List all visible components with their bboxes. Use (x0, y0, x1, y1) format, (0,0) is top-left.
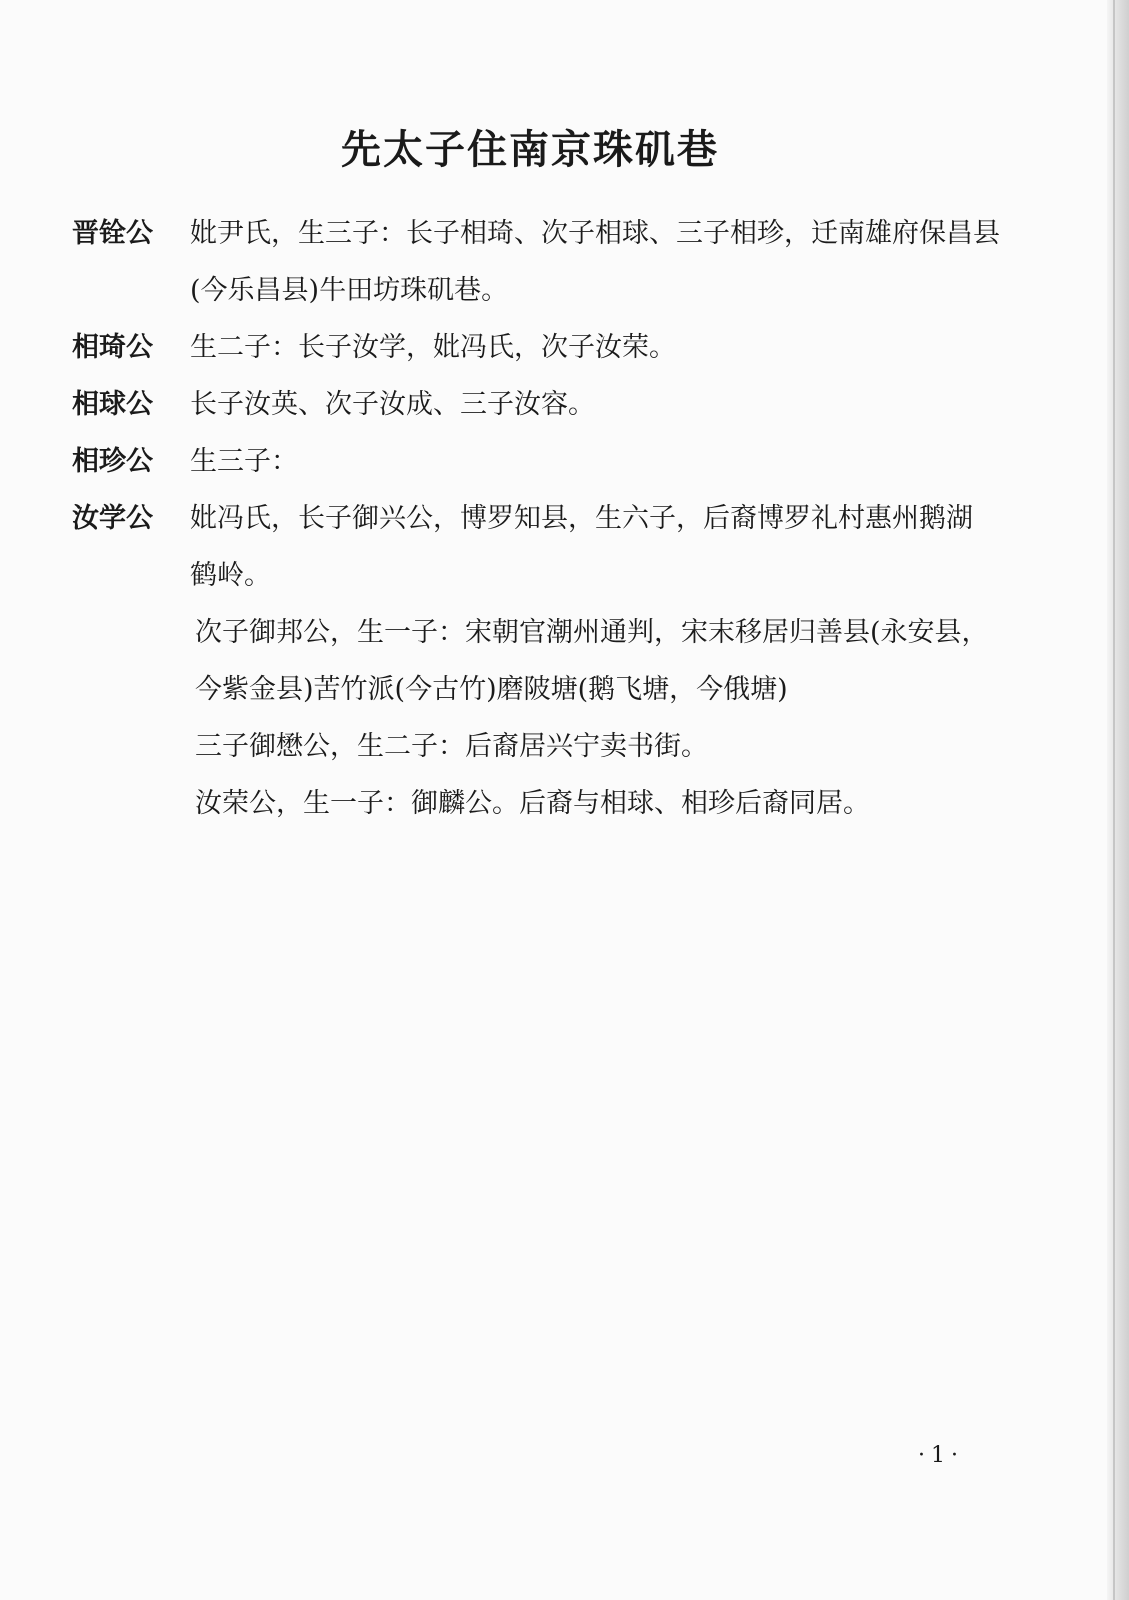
entry-text: 三子御懋公，生二子：后裔居兴宁卖书街。 (195, 731, 708, 762)
entry-continuation (0, 719, 1080, 775)
entry-continuation (0, 263, 1080, 319)
entry-label: 相球公 (72, 389, 153, 420)
entry-text: 汝荣公，生一子：御麟公。后裔与相球、相珍后裔同居。 (195, 788, 870, 819)
entry-text: 长子汝英、次子汝成、三子汝容。 (190, 389, 595, 420)
entry-label: 汝学公 (72, 503, 153, 534)
entry-label: 晋铨公 (72, 218, 153, 249)
entry-continuation (0, 776, 1080, 832)
entry-text: 次子御邦公，生一子：宋朝官潮州通判，宋末移居归善县(永安县， (195, 617, 989, 648)
entry-continuation (0, 605, 1080, 661)
entry-text: 鹤岭。 (190, 560, 271, 591)
entry-text: 生三子： (190, 446, 298, 477)
entry-row (0, 434, 1080, 490)
entry-row (0, 491, 1080, 547)
entry-label: 相琦公 (72, 332, 153, 363)
page-number: ·1· (918, 1443, 964, 1468)
entry-row (0, 377, 1080, 433)
entry-continuation (0, 662, 1080, 718)
page-edge-shadow (1107, 0, 1129, 1600)
entry-row (0, 320, 1080, 376)
entry-text: 今紫金县)苦竹派(今古竹)磨陂塘(鹅飞塘，今俄塘) (195, 674, 788, 705)
page-title: 先太子住南京珠矶巷 (341, 126, 719, 173)
entry-continuation (0, 548, 1080, 604)
entry-text: 妣尹氏，生三子：长子相琦、次子相球、三子相珍，迁南雄府保昌县 (190, 218, 1000, 249)
entry-text: 生二子：长子汝学，妣冯氏，次子汝荣。 (190, 332, 676, 363)
entry-label: 相珍公 (72, 446, 153, 477)
entry-row (0, 206, 1080, 262)
page-edge-line (1113, 0, 1115, 1600)
entry-text: 妣冯氏，长子御兴公，博罗知县，生六子，后裔博罗礼村惠州鹅湖 (190, 503, 973, 534)
entry-text: (今乐昌县)牛田坊珠矶巷。 (190, 275, 509, 306)
